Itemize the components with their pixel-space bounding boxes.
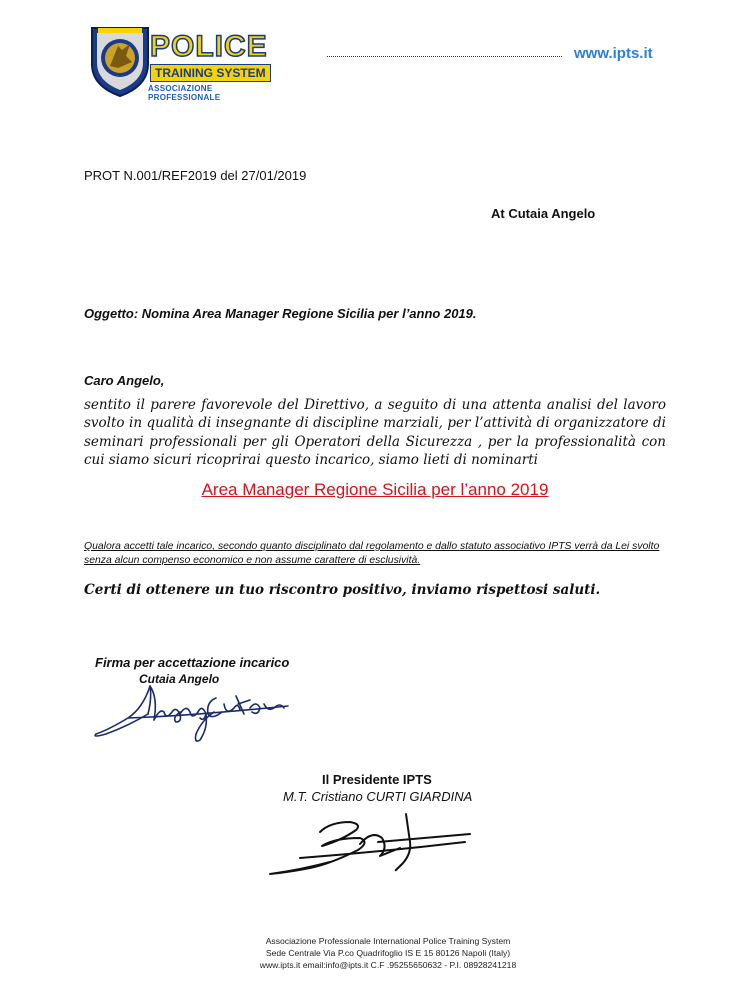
police-badge-icon xyxy=(88,22,152,98)
acceptance-signature xyxy=(88,668,303,748)
footer xyxy=(0,935,750,971)
footer-line-2: Sede Centrale Via P.co Quadrifoglio IS E 15 80126 Napoli (Italy) xyxy=(265,948,511,958)
acceptance-name: Cutaia Angelo xyxy=(139,672,220,686)
greeting: Caro Angelo, xyxy=(84,373,165,388)
logo-subtitle: TRAINING SYSTEM xyxy=(150,64,271,82)
terms-note: Qualora accetti tale incarico, secondo quanto disciplinato dal regolamento e dallo statuto associativo IPTS verrà da Lei svolto senza alcun compenso economico e non assume carattere di esclusività. xyxy=(84,541,660,566)
subject-line: Oggetto: Nomina Area Manager Regione Sicilia per l’anno 2019. xyxy=(84,306,477,321)
letter-body: sentito il parere favorevole del Direttivo, a seguito di una attenta analisi del lavoro svolto in qualità di insegnante di discipline marziali, per l’attività di organizzatore di seminari professionali per gli Operatori della Sicurezza , per la professionalità con cui siamo sicuri ricoprirai questo incarico, siamo lieti di nominarti xyxy=(84,397,666,469)
president-title: Il Presidente IPTS xyxy=(322,772,432,787)
protocol-number: PROT N.001/REF2019 del 27/01/2019 xyxy=(84,168,307,183)
logo-tagline: ASSOCIAZIONE PROFESSIONALE xyxy=(148,84,221,102)
president-signature xyxy=(260,808,478,886)
footer-line-3: www.ipts.it email:info@ipts.it C.F .95255650632 - P.I. 08928241218 xyxy=(259,960,517,970)
closing-line: Certi di ottenere un tuo riscontro positivo, inviamo rispettosi saluti. xyxy=(84,582,601,598)
header-divider xyxy=(327,56,562,57)
acceptance-label: Firma per accettazione incarico xyxy=(95,655,290,670)
footer-line-1: Associazione Professionale International Police Training System xyxy=(265,936,511,946)
president-name: M.T. Cristiano CURTI GIARDINA xyxy=(283,789,473,804)
appointment-title: Area Manager Regione Sicilia per l’anno 2019 xyxy=(201,480,549,499)
logo-title: POLICE xyxy=(150,30,268,63)
recipient: At Cutaia Angelo xyxy=(491,206,596,221)
website-link[interactable]: www.ipts.it xyxy=(574,45,653,62)
ipts-logo xyxy=(88,22,283,104)
